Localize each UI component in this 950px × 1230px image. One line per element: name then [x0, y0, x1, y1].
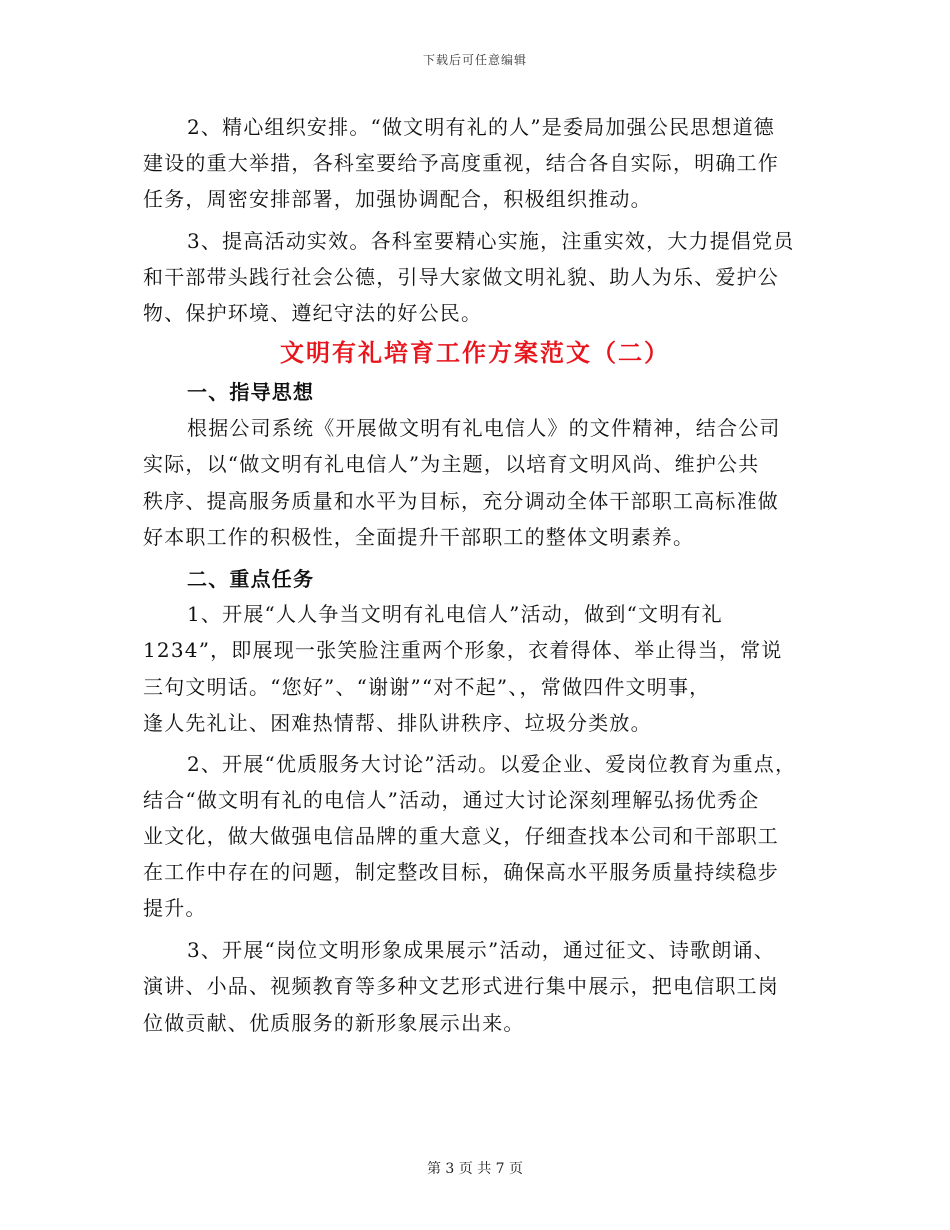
document-title: 文明有礼培育工作方案范文（二） [280, 338, 670, 367]
paragraph-line: 2、精心组织安排。“做文明有礼的人”是委局加强公民思想道德 [187, 115, 775, 139]
paragraph-line: 建设的重大举措，各科室要给予高度重视，结合各自实际，明确工作 [143, 151, 779, 175]
paragraph-line: 秩序、提高服务质量和水平为目标，充分调动全体干部职工高标准做 [143, 489, 779, 513]
paragraph-line: 好本职工作的积极性，全面提升干部职工的整体文明素养。 [143, 525, 695, 549]
paragraph-line: 业文化，做大做强电信品牌的重大意义，仔细查找本公司和干部职工 [143, 824, 779, 848]
paragraph-line: 逢人先礼让、困难热情帮、排队讲秩序、垃圾分类放。 [143, 711, 652, 735]
paragraph-line: 结合“做文明有礼的电信人”活动，通过大讨论深刻理解弘扬优秀企 [143, 788, 760, 812]
paragraph-line: 和干部带头践行社会公德，引导大家做文明礼貌、助人为乐、爱护公 [143, 265, 779, 289]
paragraph-line: 在工作中存在的问题，制定整改目标，确保高水平服务质量持续稳步 [143, 860, 779, 884]
page-footer: 第 3 页 共 7 页 [426, 1161, 524, 1177]
page-header: 下载后可任意编辑 [422, 53, 527, 67]
paragraph-line: 任务，周密安排部署，加强协调配合，积极组织推动。 [143, 187, 652, 211]
paragraph-line: 演讲、小品、视频教育等多种文艺形式进行集中展示，把电信职工岗 [143, 974, 779, 998]
paragraph-line: 物、保护环境、遵纪守法的好公民。 [143, 301, 483, 325]
paragraph-line: 1、开展“人人争当文明有礼电信人”活动，做到“文明有礼 [187, 602, 723, 626]
section-heading: 一、指导思想 [187, 380, 315, 404]
paragraph-line: 1234”，即展现一张笑脸注重两个形象，衣着得体、举止得当，常说 [143, 638, 783, 662]
paragraph-line: 2、开展“优质服务大讨论”活动。以爱企业、爱岗位教育为重点， [187, 752, 797, 776]
paragraph-line: 根据公司系统《开展做文明有礼电信人》的文件精神，结合公司 [187, 416, 781, 440]
section-heading: 二、重点任务 [187, 567, 315, 591]
paragraph-line: 位做贡献、优质服务的新形象展示出来。 [143, 1011, 525, 1035]
paragraph-line: 实际，以“做文明有礼电信人”为主题，以培育文明风尚、维护公共 [143, 452, 760, 476]
paragraph-line: 3、开展“岗位文明形象成果展示”活动，通过征文、诗歌朗诵、 [187, 938, 775, 962]
paragraph-line: 提升。 [143, 896, 207, 920]
paragraph-line: 三句文明话。“您好”、“谢谢”“对不起”、，常做四件文明事， [143, 675, 711, 699]
paragraph-line: 3、提高活动实效。各科室要精心实施，注重实效，大力提倡党员 [187, 229, 795, 253]
